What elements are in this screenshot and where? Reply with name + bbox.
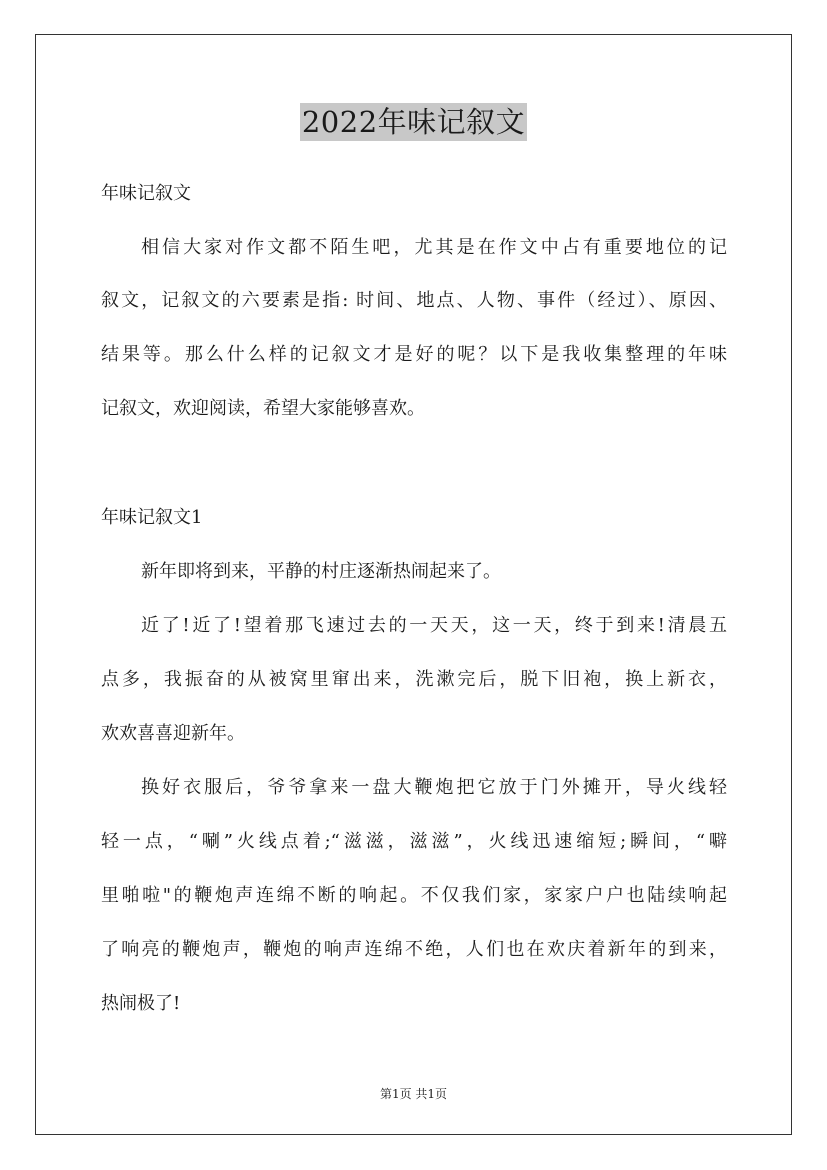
page-footer: 第1页 共1页 (379, 1087, 448, 1101)
document-title: 2022年味记叙文 (301, 105, 526, 139)
section-heading-1: 年味记叙文1 (101, 507, 203, 528)
intro-line-4: 记叙文，欢迎阅读，希望大家能够喜欢。 (101, 398, 425, 419)
paragraph-3-line-5: 热闹极了! (101, 993, 181, 1014)
document-title-wrap (0, 103, 827, 141)
intro-line-2: 叙文，记叙文的六要素是指: 时间、地点、人物、事件（经过）、原因、 (101, 290, 727, 311)
paragraph-3-line-2: 轻一点，“唰”火线点着;“滋滋，滋滋”，火线迅速缩短;瞬间，“噼 (101, 831, 727, 852)
paragraph-1: 新年即将到来，平静的村庄逐渐热闹起来了。 (141, 561, 501, 582)
paragraph-2-line-1: 近了!近了!望着那飞速过去的一天天，这一天，终于到来!清晨五 (141, 615, 727, 636)
section-heading-intro: 年味记叙文 (101, 183, 191, 204)
paragraph-2-line-2: 点多，我振奋的从被窝里窜出来，洗漱完后，脱下旧袍，换上新衣， (101, 669, 727, 690)
intro-line-1: 相信大家对作文都不陌生吧，尤其是在作文中占有重要地位的记 (141, 237, 727, 258)
paragraph-3-line-4: 了响亮的鞭炮声，鞭炮的响声连绵不绝，人们也在欢庆着新年的到来， (101, 939, 727, 960)
paragraph-3-line-1: 换好衣服后，爷爷拿来一盘大鞭炮把它放于门外摊开，导火线轻 (141, 777, 727, 798)
paragraph-3-line-3: 里啪啦"的鞭炮声连绵不断的响起。不仅我们家，家家户户也陆续响起 (101, 885, 727, 906)
paragraph-2-line-3: 欢欢喜喜迎新年。 (101, 723, 245, 744)
intro-line-3: 结果等。那么什么样的记叙文才是好的呢？以下是我收集整理的年味 (101, 344, 727, 365)
